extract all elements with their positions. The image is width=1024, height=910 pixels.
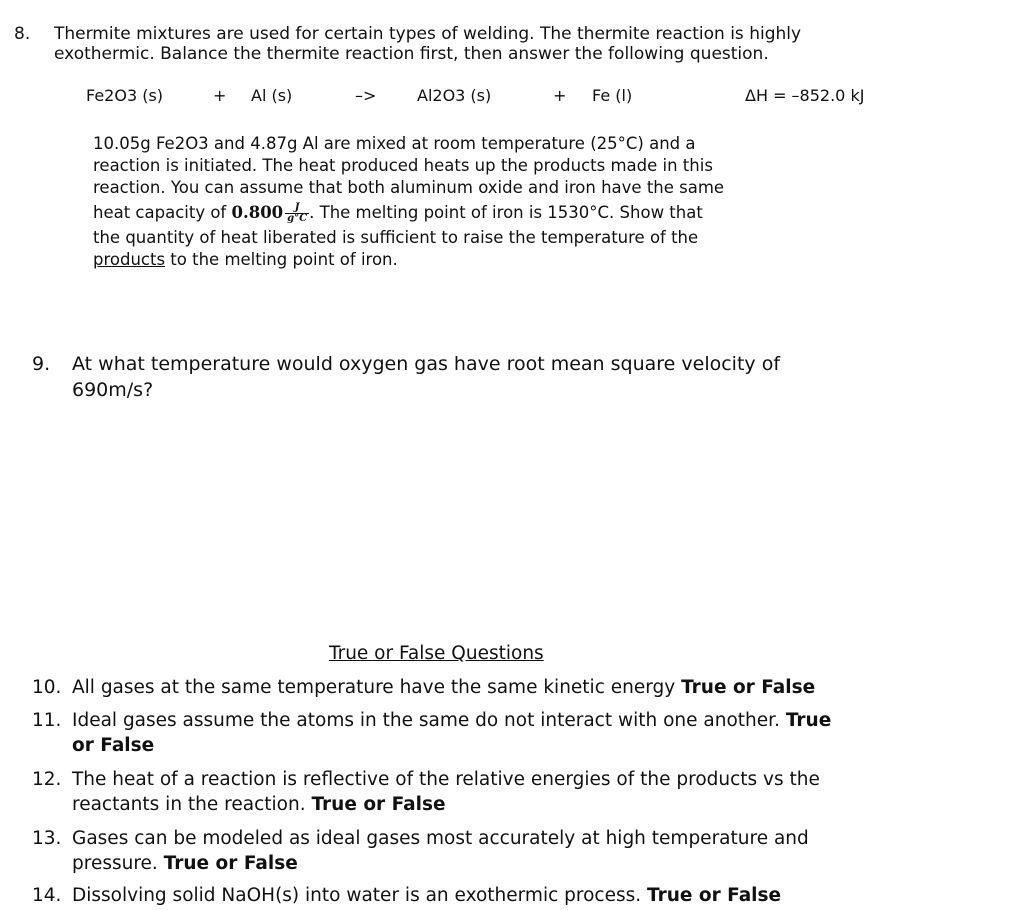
question-14-tf: True or False <box>647 885 782 906</box>
question-13-tf: True or False <box>163 853 298 874</box>
heat-capacity-label: heat capacity of <box>93 203 227 222</box>
question-10-tf: True or False <box>681 677 816 698</box>
question-9-line-2: 690m/s? <box>72 379 154 401</box>
question-12-line-1: The heat of a reaction is reflective of the relative energies of the products vs the <box>72 769 820 790</box>
plus-sign-2: + <box>553 86 567 105</box>
question-12-tf: True or False <box>311 794 446 815</box>
question-13-number: 13. <box>32 828 62 849</box>
plus-sign-1: + <box>213 86 227 105</box>
question-13-line-1: Gases can be modeled as ideal gases most accurately at high temperature and <box>72 828 809 849</box>
thermite-equation <box>0 86 1024 108</box>
question-11-true: True <box>785 710 832 731</box>
question-9-number: 9. <box>32 353 51 375</box>
reactant-al: Al (s) <box>251 86 293 105</box>
paragraph-line-3: reaction. You can assume that both aluminum oxide and iron have the same <box>93 178 725 197</box>
paragraph-line-6 <box>93 249 923 271</box>
question-12-number: 12. <box>32 769 62 790</box>
paragraph-line-4 <box>93 199 923 227</box>
paragraph-line-1: 10.05g Fe2O3 and 4.87g Al are mixed at room temperature (25°C) and a <box>93 134 696 153</box>
true-false-title: True or False Questions <box>329 643 544 664</box>
product-al2o3: Al2O3 (s) <box>417 86 492 105</box>
question-11-text: Ideal gases assume the atoms in the same do not interact with one another. <box>72 710 786 731</box>
question-11-or-false: or False <box>72 735 155 756</box>
question-11-number: 11. <box>32 710 62 731</box>
melting-point-text: . The melting point of iron is 1530°C. Show that <box>309 203 703 222</box>
paragraph-line-5: the quantity of heat liberated is sufficient to raise the temperature of the <box>93 228 699 247</box>
unit-denominator: g°C <box>287 213 308 224</box>
paragraph-line-2: reaction is initiated. The heat produced heats up the products made in this <box>93 156 713 175</box>
question-12-line-2 <box>72 792 446 817</box>
question-8-line-1: Thermite mixtures are used for certain types of welding. The thermite reaction is highly <box>54 24 802 44</box>
question-14-number: 14. <box>32 885 62 906</box>
question-13-text: pressure. <box>72 853 164 874</box>
question-8-number: 8. <box>14 24 31 44</box>
question-8-line-2: exothermic. Balance the thermite reaction first, then answer the following question. <box>54 44 769 64</box>
enthalpy-value: ΔH = –852.0 kJ <box>745 86 865 105</box>
reactant-fe2o3: Fe2O3 (s) <box>86 86 164 105</box>
reaction-arrow: –> <box>355 86 377 105</box>
product-fe: Fe (l) <box>592 86 633 105</box>
question-13-line-2 <box>72 851 298 876</box>
paragraph-line-6-rest: to the melting point of iron. <box>165 250 398 269</box>
heat-capacity-unit <box>285 203 309 224</box>
question-9-line-1: At what temperature would oxygen gas have root mean square velocity of <box>72 353 781 375</box>
question-14-text: Dissolving solid NaOH(s) into water is an exothermic process. <box>72 885 647 906</box>
question-11-line-1 <box>72 708 831 733</box>
heat-capacity-value: 0.800 <box>231 203 284 222</box>
products-underlined: products <box>93 250 166 269</box>
question-8-paragraph <box>93 133 923 271</box>
question-10-text: All gases at the same temperature have the same kinetic energy <box>72 677 682 698</box>
question-12-text: reactants in the reaction. <box>72 794 312 815</box>
question-10-number: 10. <box>32 677 62 698</box>
question-10-text-line <box>72 675 815 700</box>
unit-numerator: J <box>285 203 309 214</box>
question-14-text-line <box>72 883 781 908</box>
